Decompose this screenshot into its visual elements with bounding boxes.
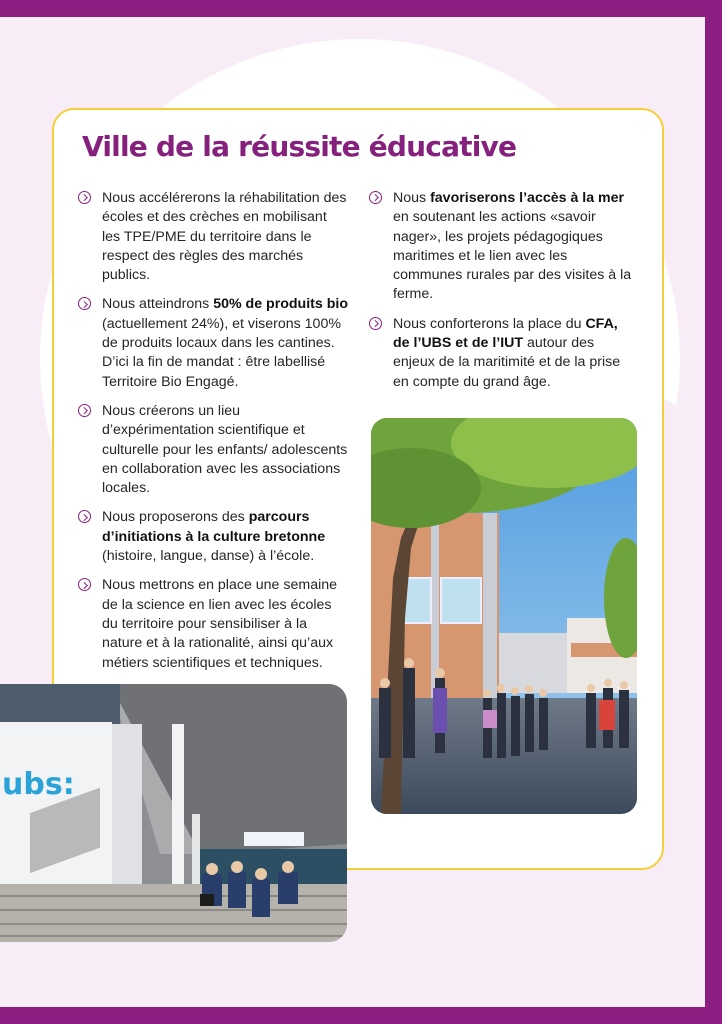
item-text: Nous mettrons en place une semaine de la science en lien avec les écoles du territoire pour sensibiliser à la nature et à la rationalité, ainsi qu’aux métiers scientifiques et techniques. xyxy=(102,577,338,671)
right-column xyxy=(369,189,634,402)
item-text: (histoire, langue, danse) à l’école. xyxy=(102,548,315,565)
chevron-right-circle-icon xyxy=(78,404,91,417)
chevron-right-circle-icon xyxy=(369,317,382,330)
list-item-produits-bio xyxy=(78,295,348,391)
list-item-semaine-science xyxy=(78,576,348,672)
item-text: Nous conforterons la place du xyxy=(393,315,586,332)
ubs-sign: ubs: xyxy=(2,767,75,802)
item-text-bold: CFA, de l’UBS et de l’IUT xyxy=(393,315,618,352)
list-item-culture-bretonne xyxy=(78,508,348,566)
item-text: (actuellement 24%), et viserons 100% de produits locaux dans les cantines. D’ici la fin de mandat : être labellisé Territoire Bio Engagé. xyxy=(102,315,341,390)
item-text-bold: parcours d’initiations à la culture bretonne xyxy=(102,509,326,545)
list-item-lieu-experimentation xyxy=(78,402,348,498)
photo-ubs-university xyxy=(0,684,347,942)
item-text: Nous accélérerons la réhabilitation des écoles et des crèches en mobilisant les TPE/PME du territoire dans le respect des règles des marchés publics. xyxy=(102,190,347,284)
list-item-rehabilitation xyxy=(78,189,348,285)
schoolyard-illustration xyxy=(371,418,637,814)
item-text: Nous créerons un lieu d’expérimentation scientifique et culturelle pour les enfants/ adolescents en collaboration avec les associations locales. xyxy=(102,402,348,497)
chevron-right-circle-icon xyxy=(78,510,91,523)
item-text: Nous atteindrons xyxy=(102,296,214,313)
chevron-right-circle-icon xyxy=(78,297,91,310)
chevron-right-circle-icon xyxy=(78,578,91,591)
item-text: Nous xyxy=(393,190,431,206)
left-column xyxy=(78,189,348,683)
page-title: Ville de la réussite éducative xyxy=(82,130,517,163)
item-text-bold: 50% de produits bio xyxy=(213,296,348,313)
item-text: en soutenant les actions «savoir nager», les projets pédagogiques maritimes et le lien avec les communes rurales par des visites à la ferme. xyxy=(393,209,632,303)
item-text: autour des enjeux de la maritimité et de la prise en compte du grand âge. xyxy=(393,335,621,390)
chevron-right-circle-icon xyxy=(369,191,382,204)
item-text-bold: favoriserons l’accès à la mer xyxy=(430,190,625,206)
list-item-cfa-ubs-iut xyxy=(369,315,634,392)
list-item-acces-mer xyxy=(369,189,634,305)
chevron-right-circle-icon xyxy=(78,191,91,204)
ubs-building-illustration xyxy=(0,684,347,942)
photo-schoolyard xyxy=(371,418,637,814)
item-text: Nous proposerons des xyxy=(102,509,249,526)
